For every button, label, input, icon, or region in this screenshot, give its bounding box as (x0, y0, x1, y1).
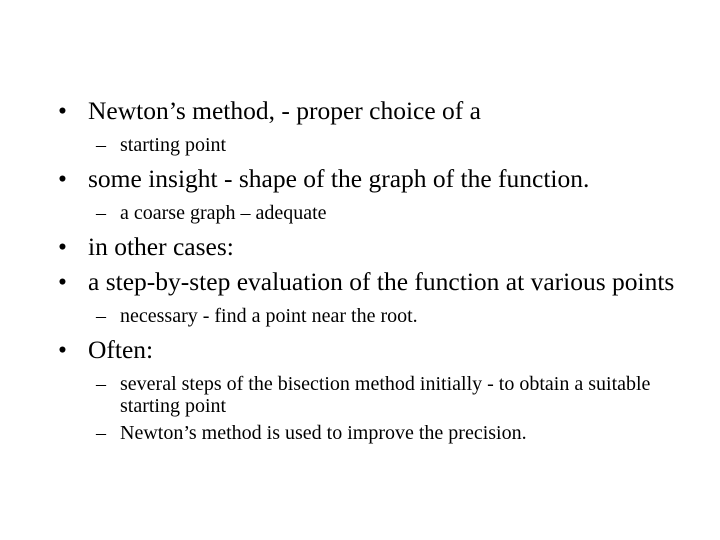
sub-bullet-item (54, 202, 694, 224)
bullet-item (54, 267, 694, 297)
sub-bullet-dash: – (96, 202, 106, 224)
bullet-dot: • (58, 96, 67, 125)
bullet-dot: • (58, 267, 67, 296)
bullet-item (54, 335, 694, 365)
bullet-item (54, 96, 694, 126)
sub-bullet-dash: – (96, 305, 106, 327)
bullet-item (54, 232, 694, 262)
bullet-list (54, 96, 694, 444)
bullet-dot: • (58, 232, 67, 261)
sub-bullet-item (54, 305, 694, 327)
sub-bullet-text: a coarse graph – adequate (120, 202, 327, 224)
bullet-item (54, 164, 694, 194)
sub-bullet-item (54, 134, 694, 156)
sub-bullet-text: starting point (120, 134, 227, 156)
sub-bullet-dash: – (96, 373, 106, 395)
bullet-dot: • (58, 335, 67, 364)
sub-bullet-item (54, 373, 680, 417)
sub-bullet-text: Newton’s method is used to improve the precision. (120, 422, 527, 444)
bullet-text: Often: (88, 335, 154, 364)
sub-bullet-text: necessary - find a point near the root. (120, 305, 418, 327)
bullet-text: a step-by-step evaluation of the function at various points (88, 267, 675, 296)
sub-bullet-text: several steps of the bisection method initially - to obtain a suitable starting point (120, 373, 651, 417)
sub-bullet-dash: – (96, 134, 106, 156)
sub-bullet-item (54, 422, 694, 444)
sub-bullet-dash: – (96, 422, 106, 444)
bullet-dot: • (58, 164, 67, 193)
bullet-text: in other cases: (88, 232, 234, 261)
bullet-text: Newton’s method, - proper choice of a (88, 96, 481, 125)
bullet-text: some insight - shape of the graph of the function. (88, 164, 590, 193)
